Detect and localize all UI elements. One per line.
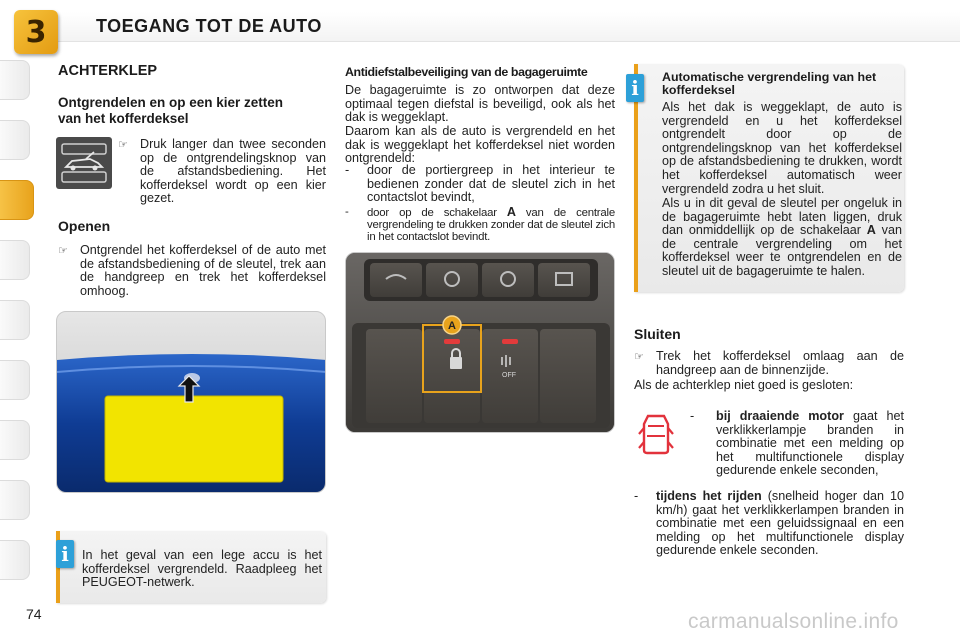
dash: - xyxy=(690,409,695,423)
switch-a-label: A xyxy=(506,205,516,219)
case-driving-label: tijdens het rijden xyxy=(656,489,762,503)
unlock-heading: Ontgrendelen en op een kier zetten van het kofferdeksel xyxy=(58,95,284,126)
antitheft-item1-text: door de portiergreep in het interieur te bedienen zonder dat de sleutel zich in het contactslot bevindt, xyxy=(367,163,615,205)
unlock-text: Druk langer dan twee seconden op de ontgrendelingsknop van de afstandsbediening. Het kofferdeksel wordt op een kier gezet. xyxy=(140,137,326,206)
hand-pointer-icon: ☞ xyxy=(118,138,128,151)
remote-key-button-icon xyxy=(56,137,112,189)
hand-pointer-icon: ☞ xyxy=(58,244,68,257)
open-heading: Openen xyxy=(58,218,111,234)
chapter-tab[interactable] xyxy=(0,300,30,340)
antitheft-para2: Daarom kan als de auto is vergrendeld en het dak is weggeklapt het kofferdeksel niet worden ontgrendeld: xyxy=(345,124,615,166)
unlock-instruction xyxy=(118,138,326,206)
case-engine-running-label: bij draaiende motor xyxy=(716,409,844,423)
chapter-tab[interactable] xyxy=(0,540,30,580)
auto-lock-para1: Als het dak is weggeklapt, de auto is vergrendeld en u het kofferdeksel ontgrendelt door op de ontgrendelingsknop van het kofferdeksel op de afstandsbediening te drukken, wordt het kofferdeksel automatisch weer vergrendeld zodra u het sluit. xyxy=(662,100,902,196)
antitheft-item2-before: door op de schakelaar xyxy=(367,207,507,219)
auto-lock-para2 xyxy=(662,197,902,279)
case-engine-running xyxy=(690,410,904,478)
close-text: Trek het kofferdeksel omlaag aan de handgreep aan de binnenzijde. xyxy=(656,349,904,377)
case-engine-running-text: gaat het verklikkerlampje branden in combinatie met een melding op het multifunctionele display gedurende enkele seconden, xyxy=(716,409,904,478)
dash: - xyxy=(345,163,350,177)
watermark: carmanualsonline.info xyxy=(688,610,899,633)
chapter-title: TOEGANG TOT DE AUTO xyxy=(96,16,322,36)
antitheft-item1 xyxy=(345,164,615,205)
antitheft-item2 xyxy=(345,206,615,243)
open-instruction xyxy=(58,244,326,298)
chapter-tabs xyxy=(0,60,36,580)
close-heading: Sluiten xyxy=(634,326,681,342)
auto-lock-heading: Automatische vergrendeling van het kofferdeksel xyxy=(662,70,877,97)
dash: - xyxy=(634,489,639,503)
antitheft-heading: Antidiefstalbeveiliging van de bagageruimte xyxy=(345,65,588,79)
antitheft-para1: De bagageruimte is zo ontworpen dat deze optimaal tegen diefstal is beveiligd, ook als het dak is weggeklapt. xyxy=(345,83,615,125)
case-driving xyxy=(634,490,904,558)
section-title: ACHTERKLEP xyxy=(58,63,158,79)
hand-pointer-icon: ☞ xyxy=(634,350,644,363)
tailgate-photo xyxy=(56,311,326,493)
chapter-tab[interactable] xyxy=(0,240,30,280)
switch-a-marker: A xyxy=(448,320,456,332)
chapter-badge: 3 xyxy=(14,10,58,54)
battery-info-text: In het geval van een lege accu is het kofferdeksel vergrendeld. Raadpleeg het PEUGEOT-netwerk. xyxy=(82,548,322,590)
antitheft-item2-after: van de centrale vergrendeling te drukken zonder dat de sleutel zich in het contactslot bevindt. xyxy=(367,207,616,243)
not-closed-text: Als de achterklep niet goed is gesloten: xyxy=(634,378,854,392)
case-driving-text: (snelheid hoger dan 10 km/h) gaat het verklikkerlampen branden in combinatie met een geluidssignaal en een melding op het multifunctionele display gedurende enkele seconden. xyxy=(656,489,904,558)
dash: - xyxy=(345,206,349,218)
info-box-battery xyxy=(56,531,326,603)
close-instruction xyxy=(634,350,904,377)
dashboard-switch-photo xyxy=(345,252,615,433)
auto-lock-para2-before: Als u in dit geval de sleutel per ongeluk in de bagageruimte hebt laten liggen, druk dan onmiddellijk op de schakelaar xyxy=(662,196,902,238)
chapter-tab[interactable] xyxy=(0,480,30,520)
auto-lock-para2-after: van de centrale vergrendeling om het kofferdeksel weer te ontgrendelen en de sleutel uit de bagageruimte te halen. xyxy=(662,223,902,278)
page-header xyxy=(0,0,960,58)
chapter-tab[interactable] xyxy=(0,60,30,100)
chapter-tab[interactable] xyxy=(0,360,30,400)
info-icon: i xyxy=(626,74,644,102)
chapter-tab[interactable] xyxy=(0,120,30,160)
chapter-tab[interactable] xyxy=(0,420,30,460)
switch-a-ref: A xyxy=(866,223,876,238)
info-box-auto-lock xyxy=(634,64,904,292)
off-label: OFF xyxy=(502,372,516,379)
page-number: 74 xyxy=(26,606,42,622)
info-icon: i xyxy=(56,540,74,568)
open-text: Ontgrendel het kofferdeksel of de auto met de afstandsbediening of de sleutel, trek aan de handgreep en trek het kofferdeksel omhoog. xyxy=(80,243,326,298)
chapter-tab-active[interactable] xyxy=(0,180,34,220)
open-door-warning-icon xyxy=(638,412,674,456)
